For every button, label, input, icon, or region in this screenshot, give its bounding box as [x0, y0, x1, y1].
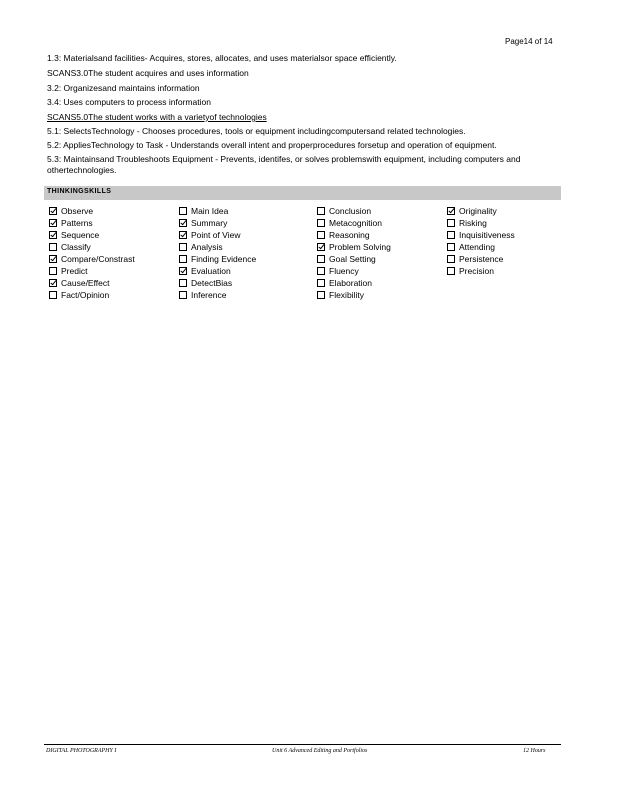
unchecked-checkbox[interactable]: [317, 291, 325, 299]
checked-checkbox[interactable]: [179, 267, 187, 275]
skill-label: Classify: [61, 242, 91, 252]
standard-5-1: 5.1: SelectsTechnology - Chooses procedures, tools or equipment includingcomputersand related technologies.: [47, 126, 466, 136]
skill-label: Fluency: [329, 266, 359, 276]
skill-item: [179, 265, 256, 277]
skills-column: [179, 205, 256, 301]
standard-5-3: 5.3: Maintainsand Troubleshoots Equipment - Prevents, identifes, or solves problemswith equipment, including computers and othertechnologies.: [47, 154, 521, 175]
checked-checkbox[interactable]: [179, 231, 187, 239]
skill-item: [179, 241, 256, 253]
skill-item: [49, 229, 135, 241]
unchecked-checkbox[interactable]: [317, 267, 325, 275]
skill-label: Compare/Constrast: [61, 254, 135, 264]
skill-item: [49, 253, 135, 265]
unchecked-checkbox[interactable]: [447, 219, 455, 227]
skill-label: Persistence: [459, 254, 504, 264]
thinking-skills-header: [44, 186, 561, 200]
unchecked-checkbox[interactable]: [179, 207, 187, 215]
skill-label: Elaboration: [329, 278, 373, 288]
unchecked-checkbox[interactable]: [317, 231, 325, 239]
skill-label: Inference: [191, 290, 227, 300]
skill-item: [447, 253, 515, 265]
skill-label: Attending: [459, 242, 495, 252]
footer-unit: Unit 6 Advanced Editing and Portfolios: [272, 748, 368, 754]
skill-item: [49, 217, 135, 229]
skill-label: Originality: [459, 206, 497, 216]
scans-5-0-heading: SCANS5.0The student works with a varietyof technologies: [47, 112, 267, 122]
checked-checkbox[interactable]: [179, 219, 187, 227]
skill-label: Metacognition: [329, 218, 382, 228]
unchecked-checkbox[interactable]: [447, 267, 455, 275]
unchecked-checkbox[interactable]: [49, 267, 57, 275]
skills-column: [317, 205, 391, 301]
checked-checkbox[interactable]: [49, 231, 57, 239]
page-number: Page14 of 14: [505, 37, 553, 46]
skill-item: [317, 265, 391, 277]
skill-item: [317, 253, 391, 265]
unchecked-checkbox[interactable]: [49, 243, 57, 251]
skill-label: Risking: [459, 218, 487, 228]
skill-label: Fact/Opinion: [61, 290, 110, 300]
standard-1-3: 1.3: Materialsand facilities- Acquires, stores, allocates, and uses materialsor space efficiently.: [47, 53, 397, 63]
skill-item: [179, 217, 256, 229]
skill-item: [49, 277, 135, 289]
checked-checkbox[interactable]: [447, 207, 455, 215]
skill-item: [49, 289, 135, 301]
skill-item: [447, 217, 515, 229]
skills-column: [49, 205, 135, 301]
checked-checkbox[interactable]: [49, 255, 57, 263]
skill-label: Summary: [191, 218, 228, 228]
skill-label: Precision: [459, 266, 494, 276]
skill-label: Sequence: [61, 230, 100, 240]
skill-label: Analysis: [191, 242, 223, 252]
skill-label: Finding Evidence: [191, 254, 257, 264]
skill-item: [317, 241, 391, 253]
checked-checkbox[interactable]: [49, 279, 57, 287]
unchecked-checkbox[interactable]: [179, 291, 187, 299]
skill-item: [49, 241, 135, 253]
scans-3-0-heading: SCANS3.0The student acquires and uses information: [47, 68, 249, 78]
skill-label: Problem Solving: [329, 242, 391, 252]
skill-label: Cause/Effect: [61, 278, 110, 288]
skill-label: Reasoning: [329, 230, 370, 240]
standard-3-2: 3.2: Organizesand maintains information: [47, 83, 200, 93]
skill-label: Predict: [61, 266, 88, 276]
unchecked-checkbox[interactable]: [49, 291, 57, 299]
skill-label: Conclusion: [329, 206, 372, 216]
skill-label: Observe: [61, 206, 94, 216]
skill-item: [179, 229, 256, 241]
unchecked-checkbox[interactable]: [317, 219, 325, 227]
skill-item: [49, 265, 135, 277]
footer-rule: [44, 744, 561, 745]
unchecked-checkbox[interactable]: [447, 243, 455, 251]
standard-5-2: 5.2: AppliesTechnology to Task - Understands overall intent and properprocedures forsetup and operation of equipment.: [47, 140, 497, 150]
unchecked-checkbox[interactable]: [447, 255, 455, 263]
skill-label: Patterns: [61, 218, 93, 228]
unchecked-checkbox[interactable]: [317, 279, 325, 287]
skill-item: [447, 229, 515, 241]
skill-label: Inquisitiveness: [459, 230, 515, 240]
skill-item: [317, 289, 391, 301]
unchecked-checkbox[interactable]: [447, 231, 455, 239]
unchecked-checkbox[interactable]: [179, 243, 187, 251]
unchecked-checkbox[interactable]: [179, 279, 187, 287]
skill-item: [317, 205, 391, 217]
unchecked-checkbox[interactable]: [179, 255, 187, 263]
skill-item: [447, 241, 515, 253]
skill-item: [179, 277, 256, 289]
skill-item: [317, 229, 391, 241]
skill-item: [317, 277, 391, 289]
skill-label: Flexibility: [329, 290, 364, 300]
skills-column: [447, 205, 515, 277]
unchecked-checkbox[interactable]: [317, 255, 325, 263]
skill-label: Main Idea: [191, 206, 229, 216]
skill-item: [179, 205, 256, 217]
skill-label: DetectBias: [191, 278, 233, 288]
skill-item: [447, 205, 515, 217]
skill-item: [179, 289, 256, 301]
checked-checkbox[interactable]: [49, 219, 57, 227]
footer-hours: 12 Hours: [523, 748, 546, 754]
skill-label: Evaluation: [191, 266, 231, 276]
skill-item: [317, 217, 391, 229]
standard-3-4: 3.4: Uses computers to process information: [47, 97, 211, 107]
unchecked-checkbox[interactable]: [317, 207, 325, 215]
skill-label: Goal Setting: [329, 254, 376, 264]
footer-course: DIGITAL PHOTOGRAPHY I: [46, 748, 117, 754]
skill-item: [49, 205, 135, 217]
checked-checkbox[interactable]: [317, 243, 325, 251]
skill-item: [447, 265, 515, 277]
checked-checkbox[interactable]: [49, 207, 57, 215]
skill-item: [179, 253, 256, 265]
skill-label: Point of View: [191, 230, 241, 240]
section-title: THINKINGSKILLS: [47, 188, 112, 195]
